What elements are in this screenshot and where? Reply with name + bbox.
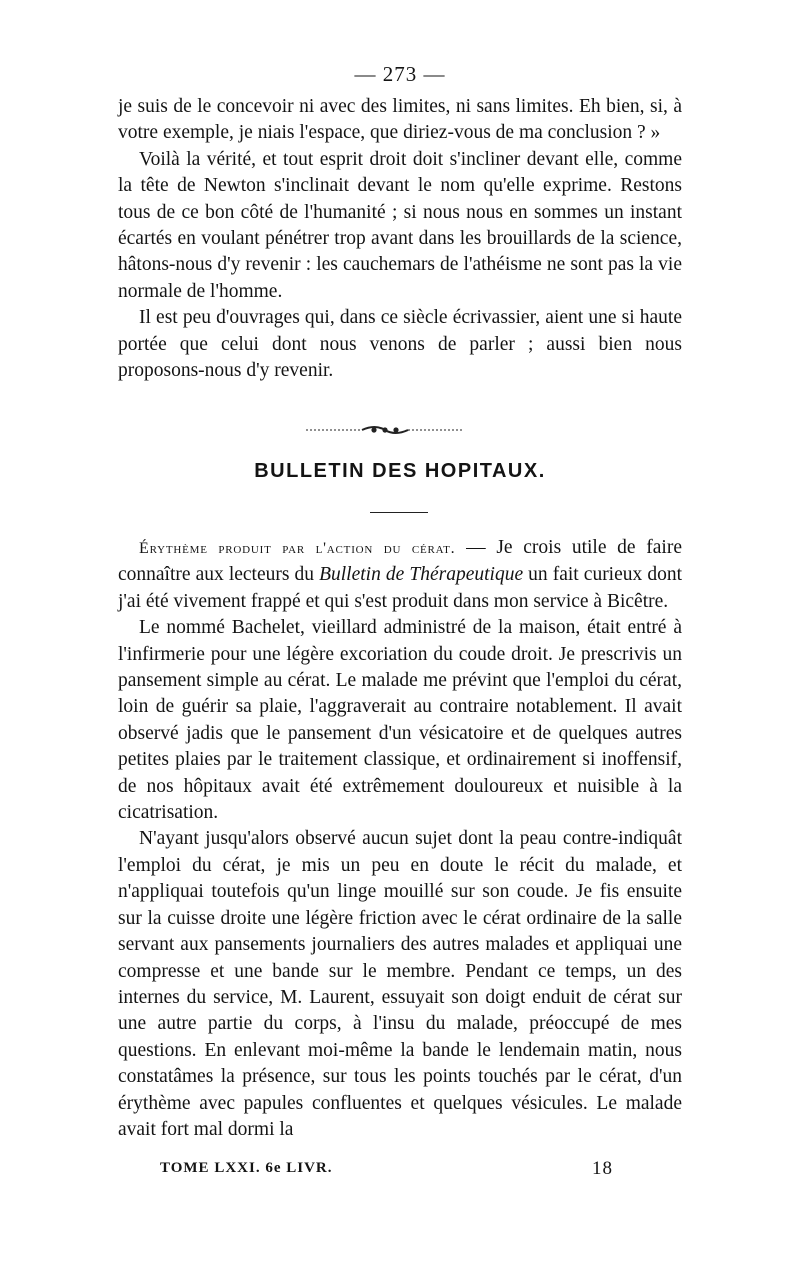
sheet-number: 18 bbox=[592, 1158, 613, 1179]
essay-conclusion bbox=[118, 94, 682, 384]
article-lead-text: — Je crois utile de faire connaître aux lecteurs du bbox=[118, 537, 682, 586]
article-lead-paragraph bbox=[118, 535, 682, 615]
title-rule bbox=[370, 512, 428, 513]
article-heading: Érythème produit par l'action du cérat. bbox=[139, 540, 456, 557]
page-footer bbox=[160, 1158, 613, 1184]
ornamental-divider bbox=[300, 424, 470, 436]
paragraph: Voilà la vérité, et tout esprit droit doit s'incliner devant elle, comme la tête de Newton s'inclinait devant le nom qu'elle exprime. Restons tous de ce bon côté de l'humanité ; si nous nous en sommes un instant écartés en voulant pénétrer trop avant dans les brouillards de la science, hâtons-nous d'y revenir : les cauchemars de l'athéisme ne sont pas la vie normale de l'homme. bbox=[118, 148, 682, 302]
journal-title: Bulletin de Thérapeutique bbox=[319, 564, 524, 586]
paragraph: N'ayant jusqu'alors observé aucun sujet dont la peau contre-indiquât l'emploi du cérat, je mis un peu en doute le récit du malade, et n'appliquai toutefois qu'un linge mouillé sur son coude. Je fis ensuite sur la cuisse droite une légère friction avec le cérat ordinaire de la salle servant aux pansements journaliers des autres malades et appliquai une compresse et une bande sur le membre. Pendant ce temps, un des internes du service, M. Laurent, essuyait son doigt enduit de cérat sur une autre partie du corps, à l'insu du malade, préoccupé de mes questions. En enlevant moi-même la bande le lendemain matin, nous constatâmes la présence, sur tous les points touchés par le cérat, d'un érythème avec papules confluentes et quelques vésicules. Le malade avait fort mal dormi la bbox=[118, 828, 682, 1140]
paragraph: je suis de le concevoir ni avec des limites, ni sans limites. Eh bien, si, à votre exemple, je niais l'espace, que diriez-vous de ma conclusion ? » bbox=[118, 96, 682, 144]
bulletin-article bbox=[118, 535, 682, 1143]
volume-signature: TOME LXXI. 6e LIVR. bbox=[160, 1160, 333, 1176]
paragraph: Le nommé Bachelet, vieillard administré de la maison, était entré à l'infirmerie pour une légère excoriation du coude droit. Je prescrivis un pansement simple au cérat. Le malade me prévint que l'emploi du cérat, loin de guérir sa plaie, l'aggraverait au contraire notablement. Il avait observé jadis que le pansement d'un vésicatoire et de quelques autres petites plaies par le traitement classique, et ordinairement si inoffensif, de nos hôpitaux avait été extrêmement douloureux et nuisible à la cicatrisation. bbox=[118, 617, 682, 824]
section-title: BULLETIN DES HOPITAUX. bbox=[254, 460, 546, 482]
paragraph: Il est peu d'ouvrages qui, dans ce siècle écrivassier, aient une si haute portée que celui dont nous venons de parler ; aussi bien nous proposons-nous d'y revenir. bbox=[118, 307, 682, 382]
page-number: — 273 — bbox=[354, 62, 446, 86]
article-lead-text-end: un fait curieux dont j'ai été vivement frappé et qui s'est produit dans mon service à Bicêtre. bbox=[118, 564, 682, 612]
